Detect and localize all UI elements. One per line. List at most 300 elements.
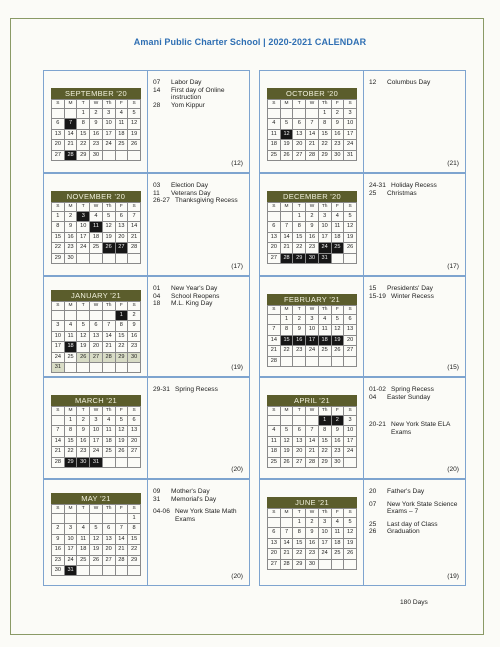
panel-divider (147, 71, 148, 172)
day-cell (77, 253, 90, 263)
day-cell: 3 (52, 321, 65, 331)
event-item (369, 293, 459, 301)
weekday-label: S (344, 306, 357, 315)
day-cell: 3 (318, 212, 331, 222)
weekday-label: W (90, 407, 103, 416)
day-cell (115, 150, 128, 160)
day-cell: 11 (115, 119, 128, 129)
day-cell: 13 (90, 331, 103, 341)
day-cell: 16 (306, 232, 319, 242)
month-calendar (267, 395, 357, 468)
weekday-row (52, 100, 141, 109)
day-cell: 4 (268, 426, 281, 436)
weekday-label: S (268, 306, 281, 315)
day-cell: 6 (293, 119, 306, 129)
weekday-label: S (52, 407, 65, 416)
day-cell: 11 (331, 222, 344, 232)
day-cell: 3 (306, 315, 319, 325)
day-cell: 25 (64, 352, 77, 362)
day-cell (128, 457, 141, 467)
day-cell (52, 514, 65, 524)
day-cell (128, 150, 141, 160)
month-panel (43, 173, 250, 276)
day-cell: 24 (102, 140, 115, 150)
day-cell: 25 (102, 447, 115, 457)
month-calendar (51, 88, 141, 161)
day-cell: 16 (293, 335, 306, 345)
day-cell: 11 (268, 129, 281, 139)
day-cell: 19 (280, 447, 293, 457)
school-day-count: (20) (447, 466, 459, 473)
day-cell: 19 (128, 129, 141, 139)
week-row (268, 315, 357, 325)
day-cell: 21 (280, 243, 293, 253)
day-cell: 29 (128, 555, 141, 565)
day-cell: 28 (306, 150, 319, 160)
event-item (369, 190, 459, 198)
weekday-label: W (90, 203, 103, 212)
weekday-label: Th (318, 100, 331, 109)
day-cell: 8 (52, 222, 65, 232)
weekday-label: F (115, 203, 128, 212)
day-cell: 24 (318, 549, 331, 559)
day-cell: 20 (268, 549, 281, 559)
day-cell: 25 (331, 243, 344, 253)
event-date: 04-06 (153, 508, 170, 516)
day-cell: 29 (52, 253, 65, 263)
day-cell (64, 363, 77, 373)
day-cell: 30 (128, 352, 141, 362)
event-title: New York State Math Exams (175, 508, 237, 523)
weekday-label: S (128, 407, 141, 416)
day-cell: 1 (293, 518, 306, 528)
month-name: APRIL '21 (267, 395, 357, 406)
event-item (153, 386, 243, 394)
day-cell: 20 (293, 447, 306, 457)
day-cell: 14 (306, 436, 319, 446)
day-cell: 4 (331, 212, 344, 222)
event-date: 20-21 (369, 421, 386, 429)
day-cell: 12 (280, 129, 293, 139)
day-cell: 10 (90, 426, 103, 436)
panel-divider (363, 378, 364, 478)
month-name: DECEMBER '20 (267, 191, 357, 202)
day-cell: 17 (64, 545, 77, 555)
day-cell: 15 (64, 436, 77, 446)
weekday-label: T (293, 509, 306, 518)
day-cell: 20 (102, 545, 115, 555)
week-row (52, 447, 141, 457)
month-grid (51, 406, 141, 468)
week-row (268, 416, 357, 426)
day-cell: 17 (344, 436, 357, 446)
event-title: Thanksgiving Recess (175, 197, 238, 205)
day-cell (268, 518, 281, 528)
day-cell: 5 (280, 119, 293, 129)
month-panel (259, 479, 466, 586)
day-cell: 27 (90, 352, 103, 362)
day-cell: 16 (128, 331, 141, 341)
day-cell (280, 212, 293, 222)
day-cell: 26 (331, 346, 344, 356)
weekday-label: M (64, 505, 77, 514)
event-item (153, 488, 243, 496)
day-cell: 17 (90, 436, 103, 446)
day-cell: 14 (280, 538, 293, 548)
day-cell: 22 (280, 346, 293, 356)
day-cell: 3 (77, 212, 90, 222)
week-row (268, 559, 357, 569)
event-title: New Year's Day (171, 285, 218, 292)
event-item (369, 386, 459, 394)
panel-divider (147, 277, 148, 376)
event-date: 09 (153, 488, 161, 495)
event-item (369, 421, 459, 436)
month-calendar (51, 290, 141, 373)
week-row (52, 140, 141, 150)
event-date: 29-31 (153, 386, 170, 393)
event-title: Mother's Day (171, 488, 210, 495)
event-item (153, 197, 243, 205)
event-title: Veterans Day (171, 189, 211, 197)
day-cell: 14 (268, 335, 281, 345)
week-row (268, 232, 357, 242)
day-cell: 30 (331, 150, 344, 160)
event-item (369, 488, 459, 496)
day-cell: 6 (128, 416, 141, 426)
event-list (153, 79, 243, 109)
day-cell (318, 356, 331, 366)
day-cell: 12 (128, 119, 141, 129)
event-title: Graduation (387, 528, 420, 536)
day-cell (77, 311, 90, 321)
day-cell: 27 (293, 150, 306, 160)
day-cell (77, 363, 90, 373)
day-cell: 2 (293, 315, 306, 325)
weekday-label: M (280, 407, 293, 416)
day-cell: 23 (293, 346, 306, 356)
event-item (369, 79, 459, 87)
day-cell: 2 (90, 109, 103, 119)
month-grid (267, 99, 357, 161)
weekday-label: S (128, 302, 141, 311)
weekday-label: Th (318, 306, 331, 315)
day-cell: 26 (90, 555, 103, 565)
day-cell (344, 559, 357, 569)
event-date: 31 (153, 495, 161, 503)
day-cell: 2 (331, 416, 344, 426)
event-title: Father's Day (387, 488, 425, 495)
event-title: Easter Sunday (387, 393, 431, 401)
event-date: 14 (153, 86, 161, 94)
day-cell: 25 (318, 346, 331, 356)
day-cell (102, 457, 115, 467)
day-cell: 21 (102, 342, 115, 352)
weekday-label: F (331, 407, 344, 416)
day-cell: 1 (115, 311, 128, 321)
day-cell: 4 (90, 212, 103, 222)
day-cell: 20 (293, 140, 306, 150)
day-cell: 10 (64, 534, 77, 544)
day-cell: 9 (128, 321, 141, 331)
day-cell: 30 (90, 150, 103, 160)
day-cell: 31 (318, 253, 331, 263)
day-cell: 23 (331, 140, 344, 150)
day-cell: 25 (268, 457, 281, 467)
week-row (52, 321, 141, 331)
day-cell (64, 311, 77, 321)
week-row (52, 566, 141, 576)
day-cell: 18 (102, 436, 115, 446)
day-cell: 15 (318, 436, 331, 446)
day-cell: 1 (64, 416, 77, 426)
event-list (153, 488, 243, 523)
day-cell: 11 (268, 436, 281, 446)
day-cell: 2 (306, 518, 319, 528)
day-cell: 23 (64, 243, 77, 253)
event-list (369, 285, 459, 300)
weekday-label: M (280, 509, 293, 518)
day-cell: 26 (102, 243, 115, 253)
weekday-label: W (90, 505, 103, 514)
day-cell: 18 (268, 140, 281, 150)
month-calendar (267, 294, 357, 367)
week-row (52, 363, 141, 373)
day-cell: 30 (77, 457, 90, 467)
day-cell (128, 253, 141, 263)
day-cell (293, 416, 306, 426)
week-row (268, 140, 357, 150)
day-cell: 11 (102, 426, 115, 436)
event-title: School Reopens (171, 292, 220, 300)
day-cell: 17 (318, 232, 331, 242)
page-title: Amani Public Charter School | 2020-2021 CALENDAR (133, 37, 367, 47)
week-row (268, 528, 357, 538)
day-cell (280, 416, 293, 426)
day-cell: 18 (318, 335, 331, 345)
day-cell: 13 (268, 538, 281, 548)
day-cell: 11 (77, 534, 90, 544)
day-cell: 1 (280, 315, 293, 325)
event-title: Columbus Day (387, 79, 431, 86)
day-cell: 20 (90, 342, 103, 352)
week-row (52, 534, 141, 544)
weekday-label: S (128, 203, 141, 212)
week-row (52, 426, 141, 436)
week-row (268, 346, 357, 356)
day-cell: 16 (64, 232, 77, 242)
day-cell: 22 (293, 549, 306, 559)
week-row (268, 212, 357, 222)
day-cell: 15 (293, 538, 306, 548)
day-cell: 16 (306, 538, 319, 548)
day-cell (102, 311, 115, 321)
day-cell: 7 (306, 426, 319, 436)
day-cell: 6 (268, 222, 281, 232)
day-cell: 1 (77, 109, 90, 119)
week-row (52, 545, 141, 555)
day-cell: 30 (52, 566, 65, 576)
panel-divider (147, 174, 148, 275)
event-item (153, 293, 243, 301)
month-calendar (267, 497, 357, 570)
weekday-label: F (115, 505, 128, 514)
day-cell: 9 (52, 534, 65, 544)
day-cell: 1 (318, 109, 331, 119)
day-cell: 8 (115, 321, 128, 331)
day-cell: 13 (344, 325, 357, 335)
day-cell: 29 (318, 150, 331, 160)
month-calendar (51, 395, 141, 468)
day-cell: 24 (344, 447, 357, 457)
week-row (268, 436, 357, 446)
day-cell: 7 (128, 212, 141, 222)
day-cell: 22 (77, 140, 90, 150)
day-cell: 9 (306, 222, 319, 232)
month-grid (267, 406, 357, 468)
day-cell (268, 416, 281, 426)
event-date: 20 (369, 488, 377, 495)
day-cell: 13 (268, 232, 281, 242)
day-cell (90, 253, 103, 263)
day-cell (293, 356, 306, 366)
weekday-label: S (268, 203, 281, 212)
event-item (153, 79, 243, 87)
day-cell: 27 (115, 243, 128, 253)
event-title: Last day of Class (387, 520, 438, 528)
day-cell: 26 (77, 352, 90, 362)
day-cell: 2 (52, 524, 65, 534)
day-cell: 21 (306, 140, 319, 150)
weekday-row (52, 407, 141, 416)
day-cell (102, 363, 115, 373)
day-cell (306, 416, 319, 426)
day-cell: 30 (331, 457, 344, 467)
weekday-label: T (77, 505, 90, 514)
day-cell: 31 (90, 457, 103, 467)
week-row (268, 518, 357, 528)
day-cell: 18 (331, 232, 344, 242)
event-date: 07 (369, 500, 377, 508)
weekday-label: M (280, 306, 293, 315)
day-cell (115, 566, 128, 576)
day-cell: 29 (64, 457, 77, 467)
week-row (268, 447, 357, 457)
day-cell (344, 253, 357, 263)
day-cell: 9 (306, 528, 319, 538)
day-cell: 5 (115, 416, 128, 426)
week-row (52, 311, 141, 321)
day-cell: 13 (128, 426, 141, 436)
day-cell: 18 (90, 232, 103, 242)
day-cell: 2 (331, 109, 344, 119)
day-cell: 28 (52, 457, 65, 467)
event-date: 15-19 (369, 292, 386, 300)
event-title: Presidents' Day (387, 285, 433, 292)
day-cell: 4 (268, 119, 281, 129)
day-cell: 7 (102, 321, 115, 331)
day-cell: 18 (331, 538, 344, 548)
weekday-label: Th (318, 407, 331, 416)
weekday-label: T (77, 407, 90, 416)
week-row (268, 129, 357, 139)
weekday-label: M (280, 203, 293, 212)
day-cell (280, 518, 293, 528)
day-cell: 22 (115, 342, 128, 352)
day-cell: 14 (280, 232, 293, 242)
weekday-row (268, 407, 357, 416)
week-row (52, 109, 141, 119)
event-date: 01 (153, 285, 161, 292)
day-cell: 20 (115, 232, 128, 242)
event-item (153, 87, 243, 102)
weekday-label: T (77, 203, 90, 212)
day-cell: 20 (52, 140, 65, 150)
event-item (369, 521, 459, 529)
weekday-label: T (293, 407, 306, 416)
day-cell: 6 (293, 426, 306, 436)
day-cell: 21 (306, 447, 319, 457)
event-list (369, 79, 459, 87)
weekday-label: Th (102, 302, 115, 311)
weekday-label: T (293, 306, 306, 315)
panel-divider (363, 480, 364, 585)
day-cell: 31 (344, 150, 357, 160)
month-panel (43, 479, 250, 586)
day-cell: 3 (318, 518, 331, 528)
day-cell: 9 (331, 426, 344, 436)
day-cell (90, 311, 103, 321)
month-name: JUNE '21 (267, 497, 357, 508)
day-cell: 28 (128, 243, 141, 253)
day-cell: 7 (280, 222, 293, 232)
day-cell: 15 (52, 232, 65, 242)
weekday-label: W (90, 302, 103, 311)
day-cell: 23 (306, 549, 319, 559)
day-cell: 5 (128, 109, 141, 119)
day-cell: 4 (115, 109, 128, 119)
day-cell (293, 109, 306, 119)
panel-divider (363, 277, 364, 376)
day-cell: 19 (344, 232, 357, 242)
day-cell: 12 (115, 426, 128, 436)
week-row (52, 457, 141, 467)
day-cell: 19 (344, 538, 357, 548)
school-day-count: (20) (231, 573, 243, 580)
day-cell (64, 109, 77, 119)
day-cell (115, 253, 128, 263)
total-days: 180 Days (400, 599, 428, 606)
month-panel (259, 173, 466, 276)
week-row (52, 342, 141, 352)
event-list (369, 386, 459, 436)
day-cell: 20 (344, 335, 357, 345)
event-date: 26 (369, 528, 377, 536)
week-row (268, 243, 357, 253)
day-cell: 29 (115, 352, 128, 362)
month-grid (267, 202, 357, 264)
day-cell: 1 (128, 514, 141, 524)
day-cell: 25 (331, 549, 344, 559)
day-cell: 15 (280, 335, 293, 345)
day-cell: 8 (128, 524, 141, 534)
day-cell: 3 (64, 524, 77, 534)
day-cell: 19 (77, 342, 90, 352)
day-cell: 10 (306, 325, 319, 335)
event-date: 28 (153, 101, 161, 109)
day-cell: 17 (318, 538, 331, 548)
event-title: Labor Day (171, 79, 202, 86)
